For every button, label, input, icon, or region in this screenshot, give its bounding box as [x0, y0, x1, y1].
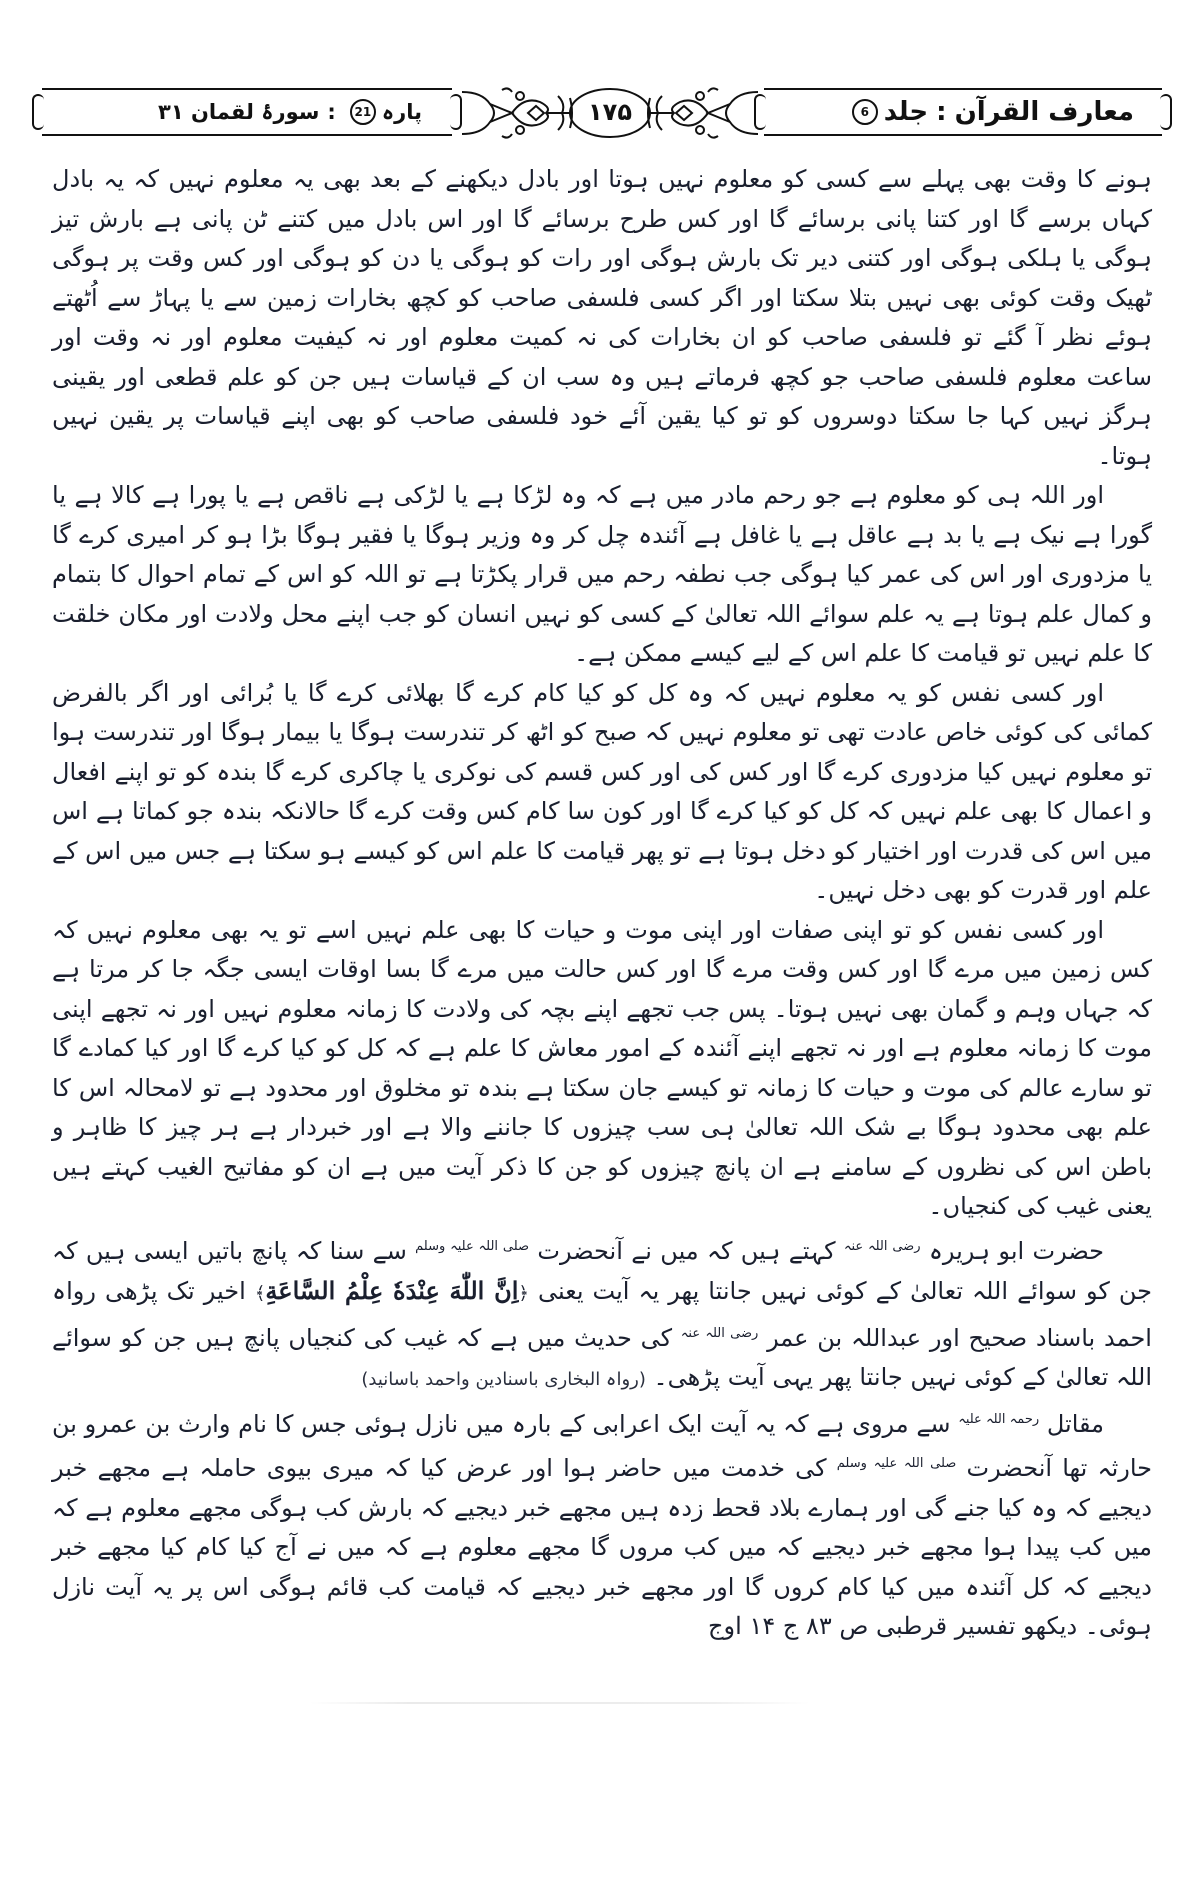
verse-open-bracket: ﴿ — [518, 1283, 529, 1304]
paragraph-death-knowledge: اور کسی نفس کو تو اپنی صفات اور اپنی موت و حیات کا بھی علم نہیں اسے تو یہ بھی معلوم نہیں کہ کس زمین میں مرے گا اور کس وقت مرے گا اور کس حالت میں مرے گا بسا اوقات ایسی جگہ جا کر مرتا ہے کہ جہاں وہم و گمان بھی نہیں ہوتا۔ پس جب تجھے اپنے بچہ کی ولادت کا زمانہ معلوم نہیں اور نہ تجھے اپنی موت کا زمانہ معلوم ہے اور نہ تجھے اپنے آئندہ کے امور معاش کا علم ہے کہ کل کو کیا کرے گا اور کیا کمادے گا تو سارے عالم کی موت و حیات کا زمانہ تو کیسے جان سکتا ہے بندہ تو مخلوق اور محدود ہے تو لامحالہ اس کا علم بھی محدود ہوگا بے شک اللہ تعالیٰ ہی سب چیزوں کا جاننے والا ہے اور خبردار ہے ہر چیز کا ظاہر و باطن اس کی نظروں کے سامنے ہے ان پانچ چیزوں کو جن کا ذکر آیت میں ہے ان کو مفاتیح الغیب کہتے ہیں یعنی غیب کی کنجیاں۔ — [52, 915, 1153, 1220]
book-title-block — [846, 90, 1134, 134]
header-right-frame — [764, 88, 1162, 136]
muqatil-text-2: سے مروی ہے کہ یہ آیت ایک اعرابی کے بارہ میں نازل ہوئی جس کا نام وارث بن عمرو بن حارثہ تھا آنحضرت — [52, 1409, 1152, 1482]
volume-label: جلد — [883, 97, 929, 127]
hadith-citation: (رواہ البخاری باسنادین واحمد باسانید) — [361, 1369, 646, 1390]
paragraph-rain-knowledge: ہونے کا وقت بھی پہلے سے کسی کو معلوم نہیں ہوتا اور بادل دیکھنے کے بعد بھی یہ معلوم نہیں کہ یہ بادل کہاں برسے گا اور کتنا پانی برسائے گا اور کس طرح برسائے گا اور اس بادل میں کتنے ٹن پانی ہے بارش تیز ہوگی یا ہلکی ہوگی اور کتنی دیر تک بارش ہوگی اور رات کو ہوگی یا دن کو ہوگی اور کس وقت پر ہوگی ٹھیک وقت کوئی بھی نہیں بتلا سکتا اور اگر کسی فلسفی صاحب کو کچھ بخارات زمین سے یا پہاڑ سے اُٹھتے ہوئے نظر آ گئے تو فلسفی صاحب کو ان بخارات کی نہ کمیت معلوم اور نہ کیفیت معلوم اور نہ وقت اور ساعت معلوم فلسفی صاحب جو کچھ فرماتے ہیں وہ سب ان کے قیاسات ہیں جن کو علم قطعی اور یقینی ہرگز نہیں کہا جا سکتا دوسروں کو تو کیا یقین آئے خود فلسفی صاحب کو بھی اپنے قیاسات پر یقین نہیں ہوتا۔ — [52, 165, 1152, 470]
muqatil-text-1: مقاتل — [1046, 1409, 1105, 1438]
quran-verse: اِنَّ اللّٰهَ عِنْدَهٗ عِلْمُ السَّاعَةِ — [265, 1276, 519, 1305]
tafsir-reference: دیکھو تفسیر قرطبی ص ۸۳ ج ۱۴ اوج — [708, 1612, 1078, 1640]
para-label: پارہ — [381, 100, 422, 124]
honorific-radiallahu-anhu: رضی اللہ عنہ — [680, 1325, 759, 1341]
paragraph-womb-knowledge: اور اللہ ہی کو معلوم ہے جو رحم مادر میں ہے کہ وہ لڑکا ہے یا لڑکی ہے ناقص ہے یا پورا ہے کالا ہے یا گورا ہے نیک ہے یا بد ہے عاقل ہے یا غافل ہے آئندہ چل کر وہ وزیر ہوگا یا فقیر ہوگا بڑا ہو کر امیری کرے گا یا مزدوری اور اس کی عمر کیا ہوگی جب نطفہ رحم میں قرار پکڑتا ہے تو اللہ کو اس کے تمام احوال کا بتمام و کمال علم ہوتا ہے یہ علم سوائے اللہ تعالیٰ کے کسی کو نہیں انسان کو جب اپنے محل ولادت اور مکان خلقت کا علم نہیں تو قیامت کا علم اس کے لیے کیسے ممکن ہے۔ — [52, 481, 1152, 667]
book-title: معارف القرآن — [954, 97, 1134, 127]
hadith-text-2: کہتے ہیں کہ میں نے آنحضرت — [537, 1236, 836, 1265]
hadith-text-4: اخیر تک پڑھی رواہ احمد باسناد صحیح اور عبداللہ بن عمر — [52, 1277, 1152, 1352]
header-ornament — [462, 82, 758, 144]
honorific-salawat: صلی اللہ علیہ وسلم — [836, 1456, 957, 1471]
para-number-badge: 21 — [350, 99, 376, 125]
bleed-through-mark — [310, 1702, 810, 1704]
header-separator: : — [327, 100, 336, 124]
muqatil-text-3: کی خدمت میں حاضر ہوا اور عرض کیا کہ میری بیوی حاملہ ہے مجھے خبر دیجیے کہ وہ کیا جنے گی اور ہمارے بلاد قحط زدہ ہیں مجھے خبر دیجیے کہ بارش کب ہوگی مجھے معلوم ہے کہ میں کب پیدا ہوا مجھے خبر دیجیے کہ میں کب مروں گا مجھے معلوم ہے کہ میں نے آج کیا کام کیا مجھے خبر دیجیے کہ کل آئندہ میں کیا کام کروں گا اور مجھے خبر دیجیے کہ قیامت کب قائم ہوگی اس پر یہ آیت نازل ہوئی۔ — [52, 1454, 1153, 1640]
honorific-radiallahu-anhu: رضی اللہ عنہ — [843, 1238, 921, 1254]
honorific-salawat: صلی اللہ علیہ وسلم — [415, 1238, 530, 1254]
paragraph-tomorrow-knowledge: اور کسی نفس کو یہ معلوم نہیں کہ وہ کل کو کیا کام کرے گا بھلائی کرے گا یا بُرائی اور اگر بالفرض کمائی کی کوئی خاص عادت تھی تو معلوم نہیں کہ صبح کو اٹھ کر تندرست ہوگا یا بیمار ہوگا اور تندرست ہوا تو معلوم نہیں کیا مزدوری کرے گا اور کس کی اور کس قسم کی نوکری یا چاکری کرے گا بندہ کو تو اپنے افعال و اعمال کا بھی علم نہیں کہ کل کو کیا کرے گا اور کون سا کام کس وقت کرے گا حالانکہ بندہ جو کماتا ہے اس میں اس کی قدرت اور اختیار کو دخل ہوتا ہے تو پھر قیامت کا علم اس کو کیسے ہو سکتا ہے جس میں اس کے علم اور قدرت کو بھی دخل نہیں۔ — [52, 678, 1152, 904]
paragraph-muqatil — [52, 1400, 1152, 1647]
hadith-text-1: حضرت ابو ہریرہ — [928, 1236, 1104, 1265]
page-body — [52, 160, 1152, 1647]
verse-close-bracket: ﴾ — [254, 1283, 266, 1304]
hadith-text-5: کی حدیث میں ہے کہ غیب کی کنجیاں پانچ ہیں جن کو سوائے اللہ تعالیٰ کے کوئی نہیں جانتا پھر یہی آیت پڑھی۔ — [52, 1323, 1152, 1391]
honorific-rahmatullah: رحمہ اللہ علیہ — [958, 1411, 1040, 1427]
hadith-text-3: سے سنا کہ پانچ باتیں ایسی ہیں کہ جن کو سوائے اللہ تعالیٰ کے کوئی نہیں جانتا پھر یہ آیت یعنی — [52, 1236, 1153, 1305]
volume-number-badge: 6 — [852, 99, 878, 125]
chapter-reference — [158, 90, 422, 134]
page-number: ۱۷۵ — [588, 98, 632, 126]
header-left-frame — [42, 88, 452, 136]
header-separator: : — [936, 97, 947, 127]
surah-label: سورۂ لقمان ۳۱ — [158, 100, 320, 124]
paragraph-hadith — [52, 1227, 1152, 1400]
running-header — [22, 82, 1170, 144]
